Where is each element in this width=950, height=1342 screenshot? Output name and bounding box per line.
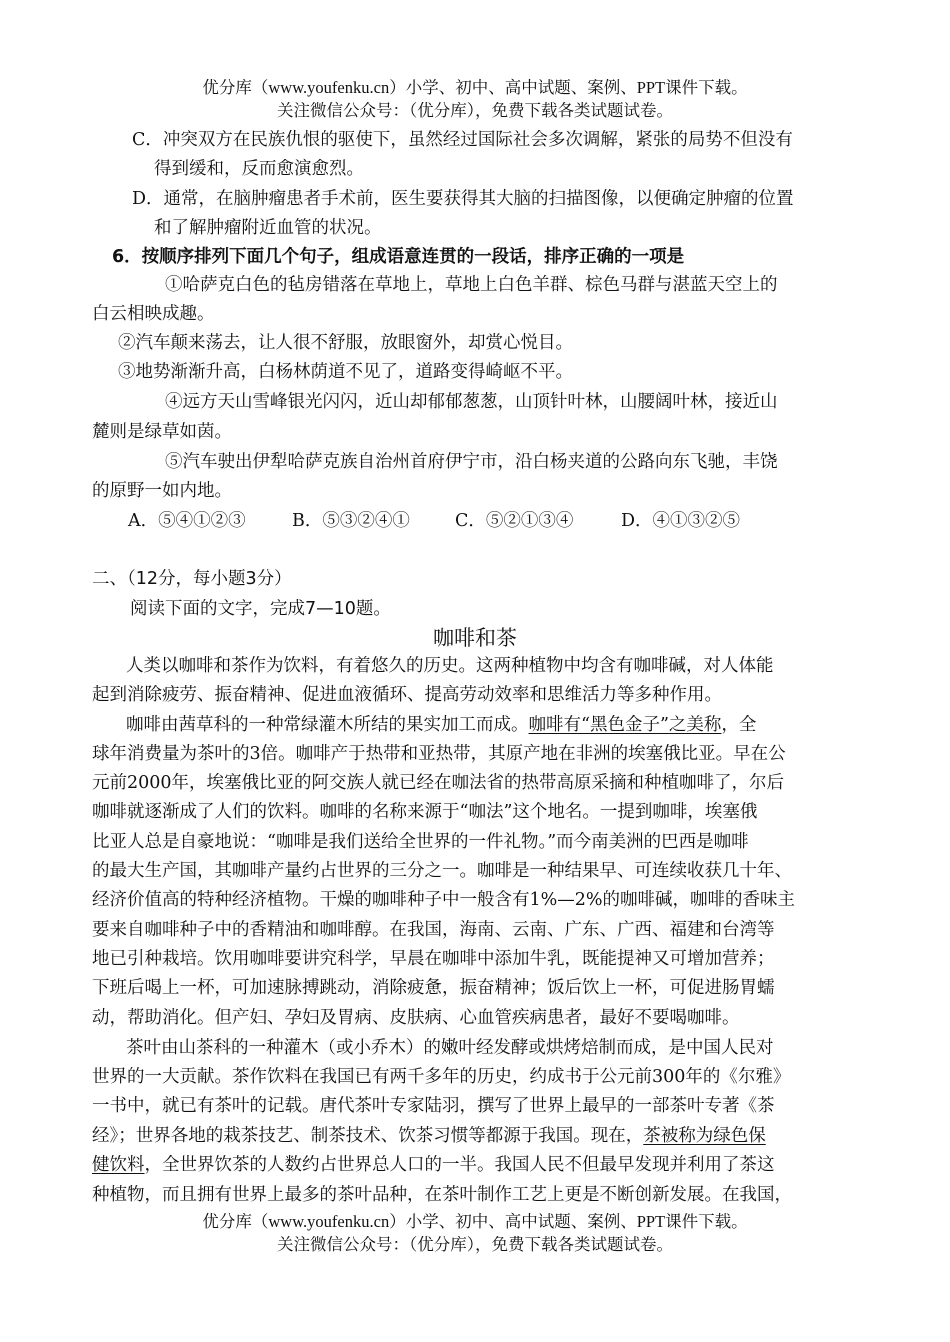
article-p3-line-5-text: ，全世界饮茶的人数约占世界总人口的一半。我国人民不但最早发现并利用了茶这 (144, 1155, 775, 1175)
q6-sentence-4-line-2: 麓则是绿草如茵。 (92, 422, 232, 442)
section-2-heading: 二、（12分，每小题3分） (92, 569, 292, 589)
q6-option-a: A．⑤④①②③ (128, 511, 246, 531)
footer-line-2: 关注微信公众号：（优分库），免费下载各类试题试卷。 (277, 1235, 673, 1254)
article-underline-black-gold: 咖啡有“黑色金子”之美称 (528, 715, 722, 735)
footer-line-1: 优分库（www.youfenku.cn）小学、初中、高中试题、案例、PPT课件下载。 (202, 1212, 748, 1231)
article-p2-line-4: 咖啡就逐渐成了人们的饮料。咖啡的名称来源于“咖法”这个地名。一提到咖啡，埃塞俄 (92, 802, 758, 822)
article-p3-line-5 (92, 1153, 775, 1177)
article-p2-line-1-text: 咖啡由茜草科的一种常绿灌木所结的果实加工而成。 (126, 715, 529, 735)
article-p3-line-3: 一书中，就已有茶叶的记载。唐代茶叶专家陆羽，撰写了世界上最早的一部茶叶专著《茶 (92, 1096, 775, 1116)
q6-sentence-4-line-1: ④远方天山雪峰银光闪闪，近山却郁郁葱葱，山顶针叶林，山腰阔叶林，接近山 (165, 392, 778, 412)
article-p2-line-9: 地已引种栽培。饮用咖啡要讲究科学，早晨在咖啡中添加牛乳，既能提神又可增加营养； (92, 949, 775, 969)
article-p2-line-3: 元前2000年，埃塞俄比亚的阿交族人就已经在咖法省的热带高原采摘和种植咖啡了，尔后 (92, 773, 785, 793)
q6-sentence-3: ③地势渐渐升高，白杨林荫道不见了，道路变得崎岖不平。 (118, 362, 573, 382)
article-underline-green-drink: 茶被称为绿色保 (643, 1126, 766, 1146)
q6-sentence-5-line-1: ⑤汽车驶出伊犁哈萨克族自治州首府伊宁市，沿白杨夹道的公路向东飞驰，丰饶 (165, 452, 778, 472)
header-line-2: 关注微信公众号：（优分库），免费下载各类试题试卷。 (277, 101, 673, 120)
article-p2-line-10: 下班后喝上一杯，可加速脉搏跳动，消除疲惫，振奋精神；饭后饮上一杯，可促进肠胃蠕 (92, 978, 775, 998)
article-p3-line-6: 种植物，而且拥有世界上最多的茶叶品种，在茶叶制作工艺上更是不断创新发展。在我国， (92, 1185, 792, 1205)
q5-option-c-line-2: 得到缓和，反而愈演愈烈。 (154, 159, 364, 179)
article-p2-line-2: 球年消费量为茶叶的3倍。咖啡产于热带和亚热带，其原产地在非洲的埃塞俄比亚。早在公 (92, 744, 786, 764)
q5-option-d-line-1: D．通常，在脑肿瘤患者手术前，医生要获得其大脑的扫描图像，以便确定肿瘤的位置 (132, 189, 794, 209)
q6-sentence-5-line-2: 的原野一如内地。 (92, 481, 232, 501)
q6-option-b: B．⑤③②④① (292, 511, 410, 531)
article-p2-line-6: 的最大生产国，其咖啡产量约占世界的三分之一。咖啡是一种结果早、可连续收获几十年、 (92, 861, 792, 881)
article-p3-line-1: 茶叶由山茶科的一种灌木（或小乔木）的嫩叶经发酵或烘烤焙制而成，是中国人民对 (126, 1038, 774, 1058)
article-p3-line-4-text: 经》；世界各地的栽茶技艺、制茶技术、饮茶习惯等都源于我国。现在， (92, 1126, 644, 1146)
section-2-instruction: 阅读下面的文字，完成7—10题。 (130, 599, 391, 619)
article-underline-green-drink-end: 健饮料 (92, 1155, 145, 1175)
q6-option-c: C．⑤②①③④ (455, 511, 574, 531)
article-p2-line-1 (126, 713, 756, 737)
q6-option-d: D．④①③②⑤ (621, 511, 741, 531)
q5-option-c-line-1: C．冲突双方在民族仇恨的驱使下，虽然经过国际社会多次调解，紧张的局势不但没有 (132, 130, 793, 150)
q5-option-d-line-2: 和了解肿瘤附近血管的状况。 (154, 218, 382, 238)
article-p3-line-2: 世界的一大贡献。茶作饮料在我国已有两千多年的历史，约成书于公元前300年的《尔雅》 (92, 1067, 791, 1087)
article-p2-line-8: 要来自咖啡种子中的香精油和咖啡醇。在我国，海南、云南、广东、广西、福建和台湾等 (92, 920, 775, 940)
q6-stem: 6．按顺序排列下面几个句子，组成语意连贯的一段话，排序正确的一项是 (112, 247, 685, 267)
article-p2-line-5: 比亚人总是自豪地说：“咖啡是我们送给全世界的一件礼物。”而今南美洲的巴西是咖啡 (92, 832, 749, 852)
article-p2-line-11: 动，帮助消化。但产妇、孕妇及胃病、皮肤病、心血管疾病患者，最好不要喝咖啡。 (92, 1008, 740, 1028)
article-p2-line-7: 经济价值高的特种经济植物。干燥的咖啡种子中一般含有1%—2%的咖啡碱，咖啡的香味主 (92, 890, 796, 910)
q6-sentence-1-line-2: 白云相映成趣。 (92, 304, 215, 324)
article-title: 咖啡和茶 (433, 626, 517, 650)
header-line-1: 优分库（www.youfenku.cn）小学、初中、高中试题、案例、PPT课件下载。 (202, 78, 748, 97)
article-p1-line-2: 起到消除疲劳、振奋精神、促进血液循环、提高劳动效率和思维活力等多种作用。 (92, 685, 722, 705)
q6-sentence-1-line-1: ①哈萨克白色的毡房错落在草地上，草地上白色羊群、棕色马群与湛蓝天空上的 (165, 275, 778, 295)
article-p1-line-1: 人类以咖啡和茶作为饮料，有着悠久的历史。这两种植物中均含有咖啡碱，对人体能 (126, 656, 774, 676)
article-p3-line-4 (92, 1124, 766, 1148)
article-p2-line-1-tail: ，全 (721, 715, 757, 735)
q6-sentence-2: ②汽车颠来荡去，让人很不舒服，放眼窗外，却赏心悦目。 (118, 333, 573, 353)
